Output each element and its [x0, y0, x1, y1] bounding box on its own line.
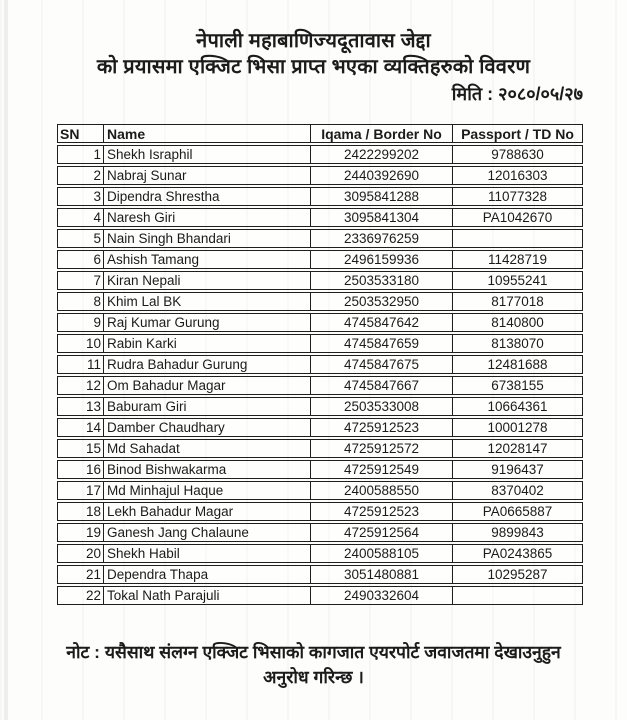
cell-name: Ganesh Jang Chalaune [103, 524, 310, 541]
cell-sn: 3 [93, 188, 101, 204]
cell-name: Om Bahadur Magar [103, 377, 310, 394]
cell-sn: 11 [86, 356, 101, 372]
cell-sn: 19 [85, 524, 101, 540]
cell-sn: 14 [85, 419, 101, 435]
column-header-sn: SN [60, 125, 80, 142]
table-row [57, 292, 583, 311]
cell-name: Damber Chaudhary [103, 419, 310, 436]
cell-sn: 7 [93, 272, 101, 288]
cell-name: Binod Bishwakarma [103, 461, 310, 478]
cell-iqama: 4745847675 [310, 356, 452, 373]
cell-passport [452, 230, 582, 247]
cell-sn: 5 [93, 230, 101, 246]
cell-sn: 8 [93, 293, 101, 309]
cell-iqama: 4725912572 [310, 440, 452, 457]
document-date: मिति : २०८०/०५/२७ [451, 84, 583, 104]
cell-iqama: 4725912564 [310, 524, 452, 541]
table-header-row [57, 124, 583, 143]
table-row [57, 313, 583, 332]
cell-iqama: 4725912523 [310, 503, 452, 520]
table-row [57, 208, 583, 227]
cell-name: Dipendra Shrestha [103, 188, 310, 205]
title-line-1: नेपाली महाबाणिज्यदूतावास जेद्दा [196, 30, 431, 52]
column-header-passport: Passport / TD No [452, 125, 582, 142]
cell-passport: 6738155 [452, 377, 582, 394]
cell-passport: 11077328 [452, 188, 582, 205]
cell-sn: 4 [93, 209, 101, 225]
table-row [57, 523, 583, 542]
cell-sn: 18 [85, 503, 101, 519]
table-row [57, 502, 583, 521]
cell-name: Shekh Israphil [103, 146, 310, 163]
table-row [57, 565, 583, 584]
cell-sn: 10 [85, 335, 101, 351]
cell-iqama: 4745847667 [310, 377, 452, 394]
table-row [57, 418, 583, 437]
cell-sn: 12 [85, 377, 101, 393]
exit-visa-table [57, 124, 583, 607]
cell-passport: 8370402 [452, 482, 582, 499]
cell-sn: 20 [85, 545, 101, 561]
cell-name: Dependra Thapa [103, 566, 310, 583]
cell-name: Nain Singh Bhandari [103, 230, 310, 247]
table-row [57, 229, 583, 248]
cell-name: Md Sahadat [103, 440, 310, 457]
cell-name: Raj Kumar Gurung [103, 314, 310, 331]
cell-iqama: 2496159936 [310, 251, 452, 268]
cell-name: Kiran Nepali [103, 272, 310, 289]
cell-passport: PA0665887 [452, 503, 582, 520]
cell-iqama: 4745847642 [310, 314, 452, 331]
table-row [57, 439, 583, 458]
table-row [57, 355, 583, 374]
cell-name: Shekh Habil [103, 545, 310, 562]
table-row [57, 250, 583, 269]
cell-iqama: 4725912549 [310, 461, 452, 478]
cell-sn: 21 [85, 566, 101, 582]
table-row [57, 460, 583, 479]
cell-passport: 10955241 [452, 272, 582, 289]
cell-iqama: 2503532950 [310, 293, 452, 310]
cell-passport: 12028147 [452, 440, 582, 457]
cell-name: Ashish Tamang [103, 251, 310, 268]
cell-iqama: 3095841288 [310, 188, 452, 205]
table-row [57, 376, 583, 395]
footer-note-line-1: नोट : यसैसाथ संलग्न एक्जिट भिसाको कागजात एयरपोर्ट जवाजतमा देखाउनुहुन [66, 642, 561, 662]
table-row [57, 145, 583, 164]
table-row [57, 187, 583, 206]
cell-sn: 6 [93, 251, 101, 267]
title-line-2: को प्रयासमा एक्जिट भिसा प्राप्त भएका व्यक्तिहरुको विवरण [96, 56, 531, 78]
cell-iqama: 2336976259 [310, 230, 452, 247]
cell-iqama: 2400588105 [310, 545, 452, 562]
footer-note-line-2: अनुरोध गरिन्छ । [263, 667, 364, 687]
table-row [57, 271, 583, 290]
table-row [57, 586, 583, 605]
cell-sn: 9 [93, 314, 101, 330]
cell-iqama: 2490332604 [310, 587, 452, 604]
cell-name: Khim Lal BK [103, 293, 310, 310]
table-row [57, 544, 583, 563]
cell-iqama: 2400588550 [310, 482, 452, 499]
cell-sn: 13 [85, 398, 101, 414]
cell-passport: 10295287 [452, 566, 582, 583]
cell-passport: 8138070 [452, 335, 582, 352]
cell-passport: PA1042670 [452, 209, 582, 226]
cell-passport: 12016303 [452, 167, 582, 184]
cell-name: Lekh Bahadur Magar [103, 503, 310, 520]
cell-name: Baburam Giri [103, 398, 310, 415]
table-row [57, 166, 583, 185]
cell-passport: 10001278 [452, 419, 582, 436]
cell-passport: 8140800 [452, 314, 582, 331]
cell-iqama: 4725912523 [310, 419, 452, 436]
cell-sn: 22 [85, 587, 101, 603]
scan-edge-streak [4, 0, 8, 720]
cell-iqama: 2503533180 [310, 272, 452, 289]
table-row [57, 481, 583, 500]
column-header-iqama: Iqama / Border No [310, 125, 452, 142]
cell-sn: 15 [85, 440, 101, 456]
table-row [57, 334, 583, 353]
footer-note [0, 640, 627, 690]
cell-passport: 11428719 [452, 251, 582, 268]
cell-sn: 16 [85, 461, 101, 477]
cell-iqama: 3095841304 [310, 209, 452, 226]
cell-name: Md Minhajul Haque [103, 482, 310, 499]
cell-passport: 9788630 [452, 146, 582, 163]
cell-passport: PA0243865 [452, 545, 582, 562]
cell-iqama: 2422299202 [310, 146, 452, 163]
table-body [57, 145, 583, 605]
cell-iqama: 2440392690 [310, 167, 452, 184]
column-header-name: Name [103, 125, 310, 142]
cell-name: Tokal Nath Parajuli [103, 587, 310, 604]
document-header [0, 28, 627, 80]
cell-passport [452, 587, 582, 604]
cell-iqama: 3051480881 [310, 566, 452, 583]
cell-passport: 9196437 [452, 461, 582, 478]
cell-name: Rudra Bahadur Gurung [103, 356, 310, 373]
cell-passport: 8177018 [452, 293, 582, 310]
cell-sn: 1 [93, 146, 101, 162]
cell-iqama: 2503533008 [310, 398, 452, 415]
cell-sn: 17 [85, 482, 101, 498]
cell-name: Naresh Giri [103, 209, 310, 226]
table-row [57, 397, 583, 416]
cell-passport: 10664361 [452, 398, 582, 415]
cell-name: Rabin Karki [103, 335, 310, 352]
cell-passport: 12481688 [452, 356, 582, 373]
cell-name: Nabraj Sunar [103, 167, 310, 184]
cell-sn: 2 [93, 167, 101, 183]
cell-passport: 9899843 [452, 524, 582, 541]
cell-iqama: 4745847659 [310, 335, 452, 352]
